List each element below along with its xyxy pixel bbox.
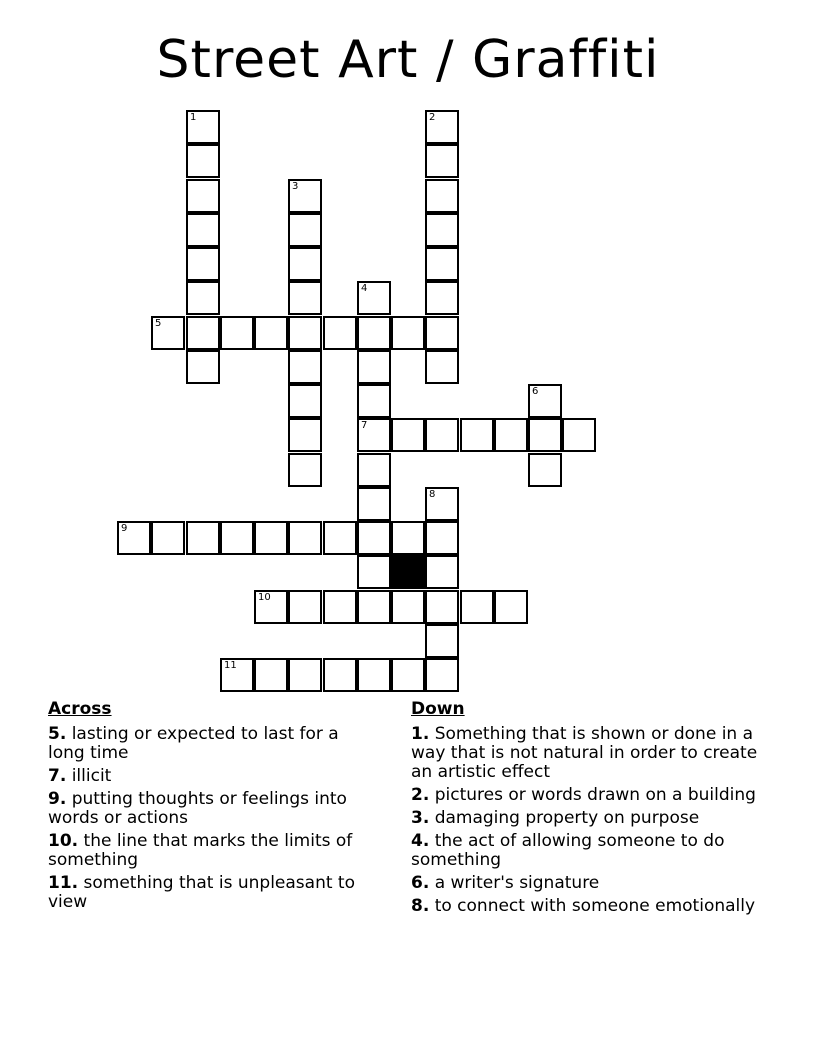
grid-cell[interactable]	[357, 453, 391, 487]
grid-cell[interactable]	[357, 590, 391, 624]
grid-cell[interactable]	[391, 590, 425, 624]
grid-cell[interactable]	[562, 418, 596, 452]
grid-cell[interactable]	[357, 418, 391, 452]
clue-number-label: 6	[532, 386, 539, 397]
clue-number-label: 2	[429, 112, 436, 123]
clue-number-label: 9	[121, 523, 128, 534]
grid-cell[interactable]	[528, 418, 562, 452]
clue-down-6	[411, 874, 761, 893]
clue-number-label: 10	[258, 592, 271, 603]
grid-cell[interactable]	[117, 521, 151, 555]
clue-number-label: 4	[361, 283, 368, 294]
grid-cell[interactable]	[425, 179, 459, 213]
grid-cell[interactable]	[357, 487, 391, 521]
grid-cell[interactable]	[288, 350, 322, 384]
grid-cell[interactable]	[425, 590, 459, 624]
grid-cell[interactable]	[288, 658, 322, 692]
across-heading: Across	[48, 699, 112, 719]
grid-cell[interactable]	[254, 316, 288, 350]
grid-cell[interactable]	[186, 179, 220, 213]
grid-cell[interactable]	[494, 418, 528, 452]
clue-down-4	[411, 832, 761, 870]
clue-number: 7.	[48, 766, 67, 786]
clue-down-8	[411, 897, 761, 916]
clue-down-1	[411, 725, 761, 782]
clue-down-3	[411, 809, 761, 828]
clue-text: putting thoughts or feelings into words or actions	[48, 789, 347, 828]
grid-cell[interactable]	[425, 144, 459, 178]
grid-cell[interactable]	[391, 316, 425, 350]
grid-cell[interactable]	[425, 281, 459, 315]
grid-cell[interactable]	[186, 316, 220, 350]
grid-cell[interactable]	[186, 110, 220, 144]
clue-across-9	[48, 790, 378, 828]
clue-text: something that is unpleasant to view	[48, 873, 355, 912]
grid-cell[interactable]	[254, 590, 288, 624]
across-clues	[48, 700, 378, 916]
grid-cell[interactable]	[391, 658, 425, 692]
down-heading: Down	[411, 699, 465, 719]
clue-number: 11.	[48, 873, 79, 893]
grid-cell[interactable]	[288, 247, 322, 281]
grid-cell[interactable]	[460, 418, 494, 452]
clue-text: lasting or expected to last for a long time	[48, 724, 339, 763]
clue-text: the act of allowing someone to do something	[411, 831, 725, 870]
puzzle-title: Street Art / Graffiti	[156, 30, 660, 90]
grid-cell[interactable]	[391, 418, 425, 452]
clue-across-7	[48, 767, 378, 786]
clue-number-label: 11	[224, 660, 237, 671]
clue-text: the line that marks the limits of something	[48, 831, 353, 870]
grid-cell[interactable]	[186, 247, 220, 281]
grid-cell[interactable]	[186, 350, 220, 384]
grid-cell[interactable]	[357, 521, 391, 555]
grid-cell[interactable]	[425, 624, 459, 658]
grid-cell[interactable]	[151, 316, 185, 350]
grid-cell[interactable]	[425, 350, 459, 384]
clue-text: pictures or words drawn on a building	[434, 785, 756, 805]
grid-cell[interactable]	[186, 521, 220, 555]
grid-cell[interactable]	[220, 316, 254, 350]
grid-cell[interactable]	[425, 418, 459, 452]
grid-cell[interactable]	[391, 521, 425, 555]
clue-number: 8.	[411, 896, 430, 916]
grid-cell[interactable]	[151, 521, 185, 555]
clue-across-5	[48, 725, 378, 763]
grid-cell[interactable]	[323, 658, 357, 692]
grid-cell[interactable]	[220, 658, 254, 692]
grid-cell[interactable]	[425, 213, 459, 247]
grid-cell[interactable]	[186, 213, 220, 247]
clue-number: 3.	[411, 808, 430, 828]
grid-cell[interactable]	[254, 658, 288, 692]
grid-cell[interactable]	[323, 521, 357, 555]
grid-cell[interactable]	[528, 384, 562, 418]
grid-cell[interactable]	[528, 453, 562, 487]
grid-cell[interactable]	[288, 281, 322, 315]
clue-number: 1.	[411, 724, 430, 744]
grid-cell[interactable]	[357, 316, 391, 350]
grid-cell[interactable]	[425, 658, 459, 692]
clue-text: a writer's signature	[434, 873, 600, 893]
grid-cell[interactable]	[357, 281, 391, 315]
grid-cell[interactable]	[186, 144, 220, 178]
grid-cell[interactable]	[357, 555, 391, 589]
grid-cell[interactable]	[288, 179, 322, 213]
grid-cell[interactable]	[425, 555, 459, 589]
clue-text: illicit	[71, 766, 112, 786]
clue-number: 2.	[411, 785, 430, 805]
down-clues	[411, 700, 761, 920]
grid-cell[interactable]	[425, 316, 459, 350]
grid-cell[interactable]	[220, 521, 254, 555]
clue-number-label: 8	[429, 489, 436, 500]
grid-cell[interactable]	[425, 521, 459, 555]
grid-cell[interactable]	[288, 316, 322, 350]
clue-text: to connect with someone emotionally	[434, 896, 756, 916]
grid-cell[interactable]	[425, 247, 459, 281]
clue-number-label: 1	[190, 112, 197, 123]
grid-cell[interactable]	[357, 658, 391, 692]
grid-cell[interactable]	[288, 213, 322, 247]
grid-cell[interactable]	[357, 350, 391, 384]
clue-number-label: 3	[292, 181, 299, 192]
clue-number-label: 5	[155, 318, 162, 329]
grid-cell[interactable]	[357, 384, 391, 418]
grid-cell[interactable]	[323, 316, 357, 350]
grid-cell[interactable]	[494, 590, 528, 624]
black-cell	[391, 555, 425, 589]
clue-number: 5.	[48, 724, 67, 744]
clue-number: 4.	[411, 831, 430, 851]
clue-down-2	[411, 786, 761, 805]
clue-number: 9.	[48, 789, 67, 809]
grid-cell[interactable]	[425, 110, 459, 144]
grid-cell[interactable]	[288, 453, 322, 487]
grid-cell[interactable]	[254, 521, 288, 555]
grid-cell[interactable]	[425, 487, 459, 521]
clue-number-label: 7	[361, 420, 368, 431]
grid-cell[interactable]	[186, 281, 220, 315]
grid-cell[interactable]	[288, 590, 322, 624]
clue-number: 10.	[48, 831, 79, 851]
grid-cell[interactable]	[288, 521, 322, 555]
grid-cell[interactable]	[288, 384, 322, 418]
clue-across-10	[48, 832, 378, 870]
grid-cell[interactable]	[288, 418, 322, 452]
clue-number: 6.	[411, 873, 430, 893]
grid-cell[interactable]	[323, 590, 357, 624]
grid-cell[interactable]	[460, 590, 494, 624]
clue-across-11	[48, 874, 378, 912]
clue-text: damaging property on purpose	[434, 808, 700, 828]
clue-text: Something that is shown or done in a way that is not natural in order to create an artistic effect	[411, 724, 758, 782]
